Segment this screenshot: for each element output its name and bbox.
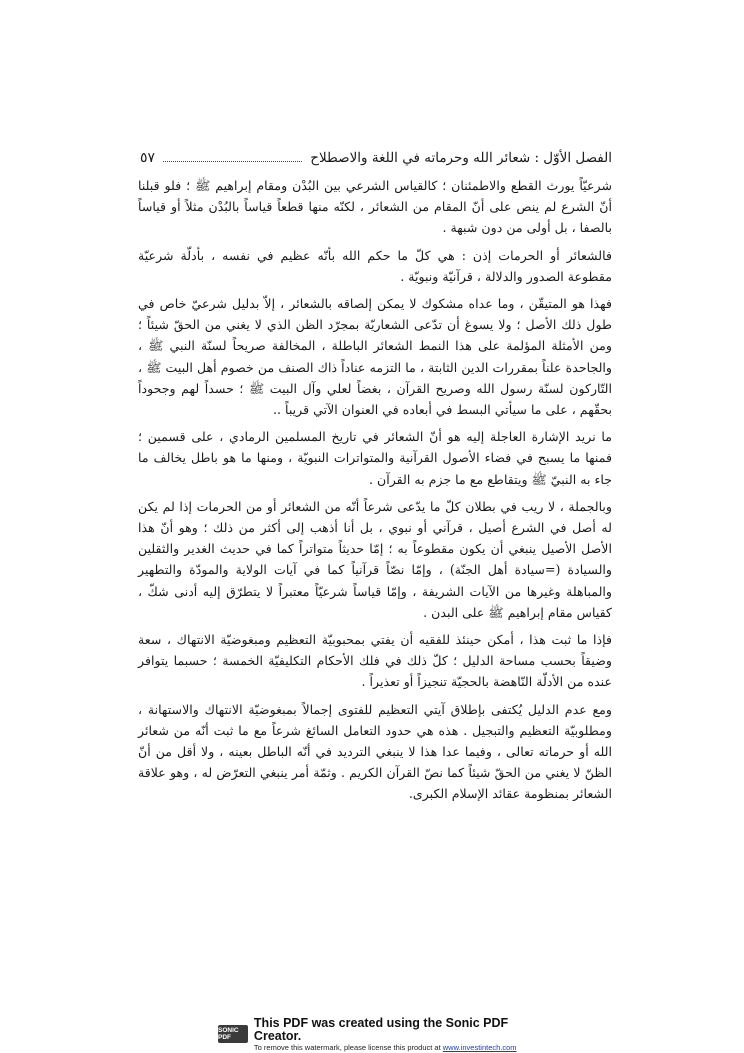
paragraph: شرعيّاً يورث القطع والاطمئنان ؛ كالقياس الشرعي بين البُدْن ومقام إبراهيم ﷺ ؛ فلو قبلنا أنّ الشرع لم ينص على أنّ المقام من الشعائر ، لكنّه منها قطعاً قياساً بالبُدْن مثلاً أو قياساً بالصفا ، بل أولى من دون شبهة . <box>138 178 612 236</box>
paragraph: فالشعائر أو الحرمات إذن : هي كلّ ما حكم الله بأنّه عظيم في نفسه ، بأدلّة شرعيّة مقطوعة الصدور والدلالة ، قرآنيّة ونبويّة . <box>138 247 612 284</box>
leader-dots <box>163 160 302 162</box>
paragraph: فهذا هو المتيقّن ، وما عداه مشكوك لا يمكن إلصاقه بالشعائر ، إلاّ بدليل شرعيّ خاص في طول ذلك الأصل ؛ ولا يسوغ أن تدّعى الشعاريّة بمجرّد الظن الذي لا يغني من الحقّ شيئاً ؛ ومن الأمثلة المؤلمة على هذا النمط الشعائر الباطلة ، المخالفة صريحاً لسنّة النبي ﷺ ، والجاحدة علناً بمقررات الدين الثابتة ، ما التزمه عناداً ذاك الصنف من خصوم أهل البيت ﷺ ، التّاركون لسنّة رسول الله وصريح القرآن ، بغضاً لعلي وآل البيت ﷺ ؛ حسداً لهم وجحوداً بحقّهم ، على ما سيأتي البسط في أبعاده في العنوان الآتي قريباً .. <box>138 296 612 418</box>
watermark <box>218 1015 558 1052</box>
page-number: ٥٧ <box>140 150 156 166</box>
watermark-subtitle <box>254 1043 558 1052</box>
running-header <box>140 143 612 165</box>
paragraph: ومع عدم الدليل يُكتفى بإطلاق آيتي التعظيم للفتوى إجمالاً بمبغوضيّة الانتهاك والاستهانة ، ومطلوبيّة التعظيم والتبجيل . هذه هي حدود التعامل السائغ شرعاً مع ما ثبت أنّه من شعائر الله أو حرماته تعالى ، وفيما عدا هذا لا ينبغي التردید في أنّه الباطل بعينه ، ولا أقل من أنّ الظنّ لا يغني من الحقّ شيئاً كما نصّ القرآن الكريم . وثمّة أمر ينبغي التعرّض له ، وهو علاقة الشعائر بمنظومة عقائد الإسلام الكبرى. <box>138 701 612 802</box>
watermark-subtitle-prefix: To remove this watermark, please license this product at <box>253 1042 443 1052</box>
watermark-link[interactable]: www.investintech.com <box>442 1042 517 1052</box>
chapter-title: الفصل الأوّل : شعائر الله وحرماته في اللغة والاصطلاح <box>310 149 612 166</box>
paragraph: ما نريد الإشارة العاجلة إليه هو أنّ الشعائر في تاريخ المسلمين الرمادي ، على قسمين ؛ فمنها ما يسبح في فضاء الأصول القرآنية والمتواترات النبويّة ، ومنها ما هو باطل يخالف ما جاء به النبيّ ﷺ ويتقاطع مع ما جزم به القرآن . <box>138 429 612 487</box>
paragraph: فإذا ما ثبت هذا ، أمكن حينئذ للفقيه أن يفتي بمحبوبيّة التعظيم ومبغوضيّة الانتهاك ، سعة وضيقاً بحسب مساحة الدليل ؛ كلّ ذلك في فلك الأحكام التكليفيّة الخمسة ؛ حسبما يتوافر عنده من الأدلّة النّاهضة بالحجيّة تنجيزاً أو تعذيراً . <box>138 632 612 690</box>
paragraph: وبالجملة ، لا ريب في بطلان كلّ ما يدّعى شرعاً أنّه من الشعائر أو من الحرمات إذا لم يكن له أصل في الشرع أصيل ، قرآني أو نبوي ، بل أنا أذهب إلى أكثر من ذلك ؛ وهو أنّ هذا الأصل الأصيل ينبغي أن يكون مقطوعاً به ؛ إمّا حديثاً متواتراً كما في حديث الغدير والثقلين والسيادة (=سيادة أهل الجنّة) ، وإمّا نصّاً قرآنياً كما في آيات الولاية والمودّة والتطهير والمباهلة وغيرها من الآيات الشريفة ، وإمّا قياساً شرعيّاً معتبراً لا يتطرّق إليه أدنى شكّ ، كقياس مقام إبراهيم ﷺ على البدن . <box>138 498 612 620</box>
watermark-title: This PDF was created using the Sonic PDF Creator. <box>253 1015 509 1043</box>
watermark-text <box>254 1017 558 1052</box>
body-text <box>138 175 612 805</box>
sonic-pdf-logo: SONIC PDF <box>218 1025 248 1043</box>
